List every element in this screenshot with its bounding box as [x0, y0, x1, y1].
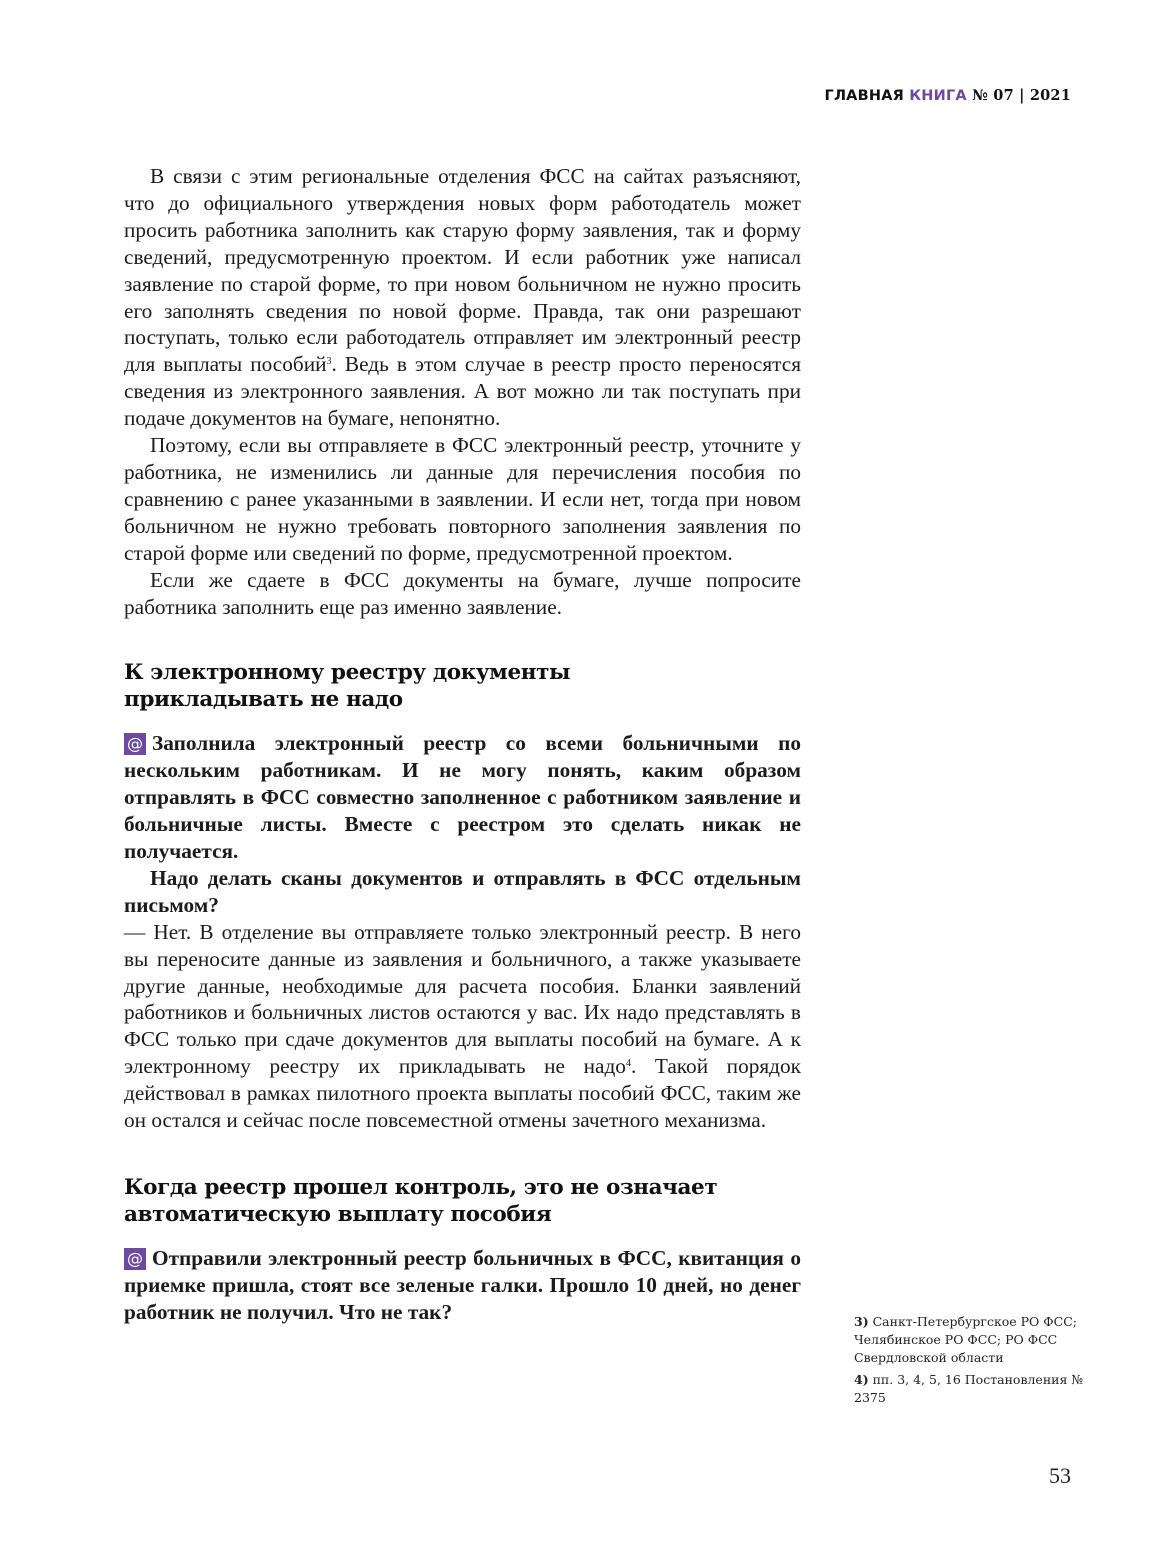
answer-1: — Нет. В отделение вы отправляете только электронный реестр. В него вы переносите данные из заявления и больничного, а также указываете другие данные, необходимые для расчета пособия. Бланки заявлений работников и больничных листов остаются у вас. Их надо представлять в ФСС только при сдаче документов для выплаты пособий на бумаге. А к электронному реестру их прикладывать не надо$^4$. Такой порядок действовал в рамках пилотного проекта выплаты пособий ФСС, таким же он остался и сейчас после повсеместной отмены зачетного механизма.	[124, 919, 801, 1133]
issue-number: № 07 | 2021	[966, 87, 1071, 104]
reader-question-1: @ Заполнила электронный реестр со всеми больничными по нескольким работникам. И не могу понять, каким образом отправлять в ФСС совместно заполненное с работником заявление и больничные листы. Вместе с реестром это сделать никак не получается.	[124, 731, 801, 864]
paragraph-1: В связи с этим региональные отделения ФСС на сайтах разъясняют, что до официального утверждения новых форм работодатель может просить работника заполнить как старую форму заявления, так и форму сведений, предусмотренную проектом. И если работник уже написал заявление по старой форме, то при новом больничном не нужно просить его заполнять сведения по новой форме. Правда, так они разрешают поступать, только если работодатель отправляет им электронный реестр для выплаты пособий$^3$. Ведь в этом случае в реестр просто переносятся сведения из электронного заявления. А вот можно ли так поступать при подаче документов на бумаге, непонятно.	[124, 164, 801, 431]
article-column	[124, 163, 801, 1326]
reader-question-2: @ Отправили электронный реестр больничных в ФСС, квитанция о приемке пришла, стоят все зеленые галки. Прошло 10 дней, но денег работник не получил. Что не так?	[124, 1246, 801, 1324]
footnote-4: 4) пп. 3, 4, 5, 16 Постановления № 2375	[854, 1372, 1084, 1405]
footnote-3: 3) Санкт-Петербургское РО ФСС; Челябинское РО ФСС; РО ФСС Свердловской области	[854, 1314, 1077, 1365]
magazine-name-part1: ГЛАВНАЯ	[824, 88, 910, 104]
reader-question-1-cont: Надо делать сканы документов и отправлять в ФСС отдельным письмом?	[124, 865, 801, 917]
section-heading-1: К электронному реестру документы прикладывать не надо	[124, 660, 571, 713]
footnotes	[854, 1313, 1084, 1411]
footnote-ref-3: 3	[326, 356, 332, 368]
email-at-icon: @	[124, 1248, 146, 1270]
page-number: 53	[1049, 1463, 1071, 1488]
running-header	[825, 87, 1072, 104]
footnote-ref-4: 4	[625, 1058, 631, 1070]
magazine-name-part2: КНИГА	[909, 88, 967, 104]
paragraph-2: Поэтому, если вы отправляете в ФСС электронный реестр, уточните у работника, не изменились ли данные для перечисления пособия по сравнению с ранее указанными в заявлении. И если нет, тогда при новом больничном не нужно требовать повторного заполнения заявления по старой форме или сведений по форме, предусмотренной проектом.	[124, 433, 801, 565]
section-heading-2: Когда реестр прошел контроль, это не означает автоматическую выплату пособия	[124, 1175, 718, 1227]
paragraph-3: Если же сдаете в ФСС документы на бумаге, лучше попросите работника заполнить еще раз именно заявление.	[124, 567, 801, 619]
email-at-icon: @	[124, 733, 146, 755]
